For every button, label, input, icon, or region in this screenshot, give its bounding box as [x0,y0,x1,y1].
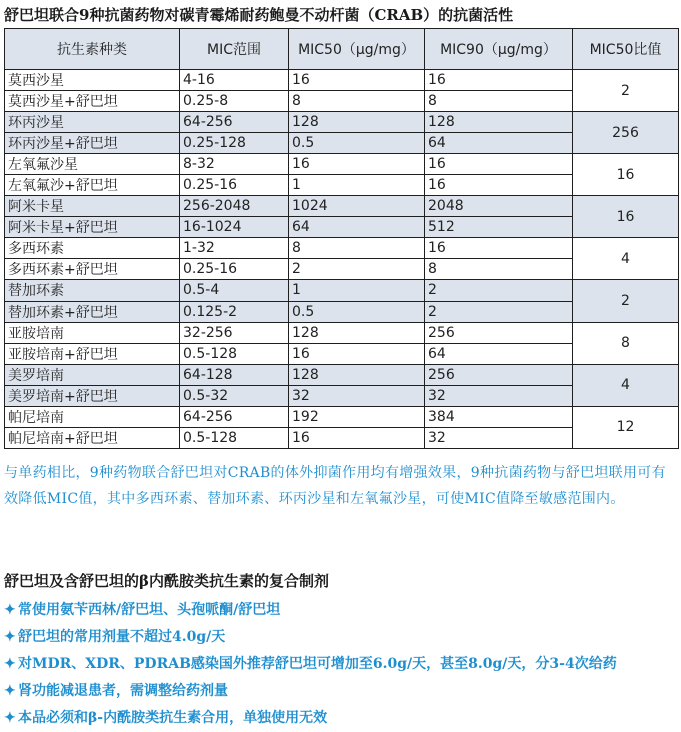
bullet-item [4,705,679,732]
mic90-cell: 8 [425,259,573,280]
bullet-item [4,624,679,651]
drug-cell: 亚胺培南+舒巴坦 [5,343,180,364]
mic50-ratio-cell: 12 [573,406,679,448]
mic50-cell: 1 [289,175,425,196]
drug-cell: 帕尼培南 [5,406,180,427]
summary-paragraph: 与单药相比，9种药物联合舒巴坦对CRAB的体外抑菌作用均有增强效果，9种抗菌药物与舒巴坦联用可有效降低MIC值，其中多西环素、替加环素、环丙沙星和左氧氟沙星，可使MIC值降至敏感范围内。 [4,465,666,507]
bullet-text: 对MDR、XDR、PDRAB感染国外推荐舒巴坦可增加至6.0g/天，甚至8.0g/天，分3-4次给药 [18,656,617,672]
header-mic50-ratio: MIC50比值 [573,29,679,70]
mic-range-cell: 64-128 [180,364,289,385]
mic50-cell: 2 [289,259,425,280]
section-title: 舒巴坦及含舒巴坦的β内酰胺类抗生素的复合制剂 [4,572,329,590]
bullet-item [4,678,679,705]
header-drug: 抗生素种类 [5,29,180,70]
star-bullet-icon: ✦ [4,710,16,726]
table-row [5,280,679,301]
mic50-ratio-cell: 16 [573,196,679,238]
drug-cell: 环丙沙星+舒巴坦 [5,133,180,154]
bullet-text: 常使用氨苄西林/舒巴坦、头孢哌酮/舒巴坦 [18,602,281,618]
table-title: 舒巴坦联合9种抗菌药物对碳青霉烯耐药鲍曼不动杆菌（CRAB）的抗菌活性 [4,6,514,24]
drug-cell: 左氧氟沙星 [5,154,180,175]
header-mic50: MIC50（μg/mg） [289,29,425,70]
star-bullet-icon: ✦ [4,656,16,672]
mic-range-cell: 0.5-32 [180,385,289,406]
mic90-cell: 16 [425,154,573,175]
mic50-cell: 32 [289,385,425,406]
mic50-cell: 16 [289,427,425,448]
mic50-cell: 192 [289,406,425,427]
drug-cell: 帕尼培南+舒巴坦 [5,427,180,448]
mic90-cell: 8 [425,91,573,112]
drug-cell: 替加环素 [5,280,180,301]
mic90-cell: 2048 [425,196,573,217]
mic90-cell: 64 [425,133,573,154]
mic-range-cell: 0.25-16 [180,175,289,196]
mic90-cell: 384 [425,406,573,427]
mic50-cell: 16 [289,343,425,364]
drug-cell: 亚胺培南 [5,322,180,343]
mic-table [4,28,679,449]
bullet-list [4,597,679,732]
mic50-cell: 128 [289,322,425,343]
mic-range-cell: 0.125-2 [180,301,289,322]
bullet-item [4,597,679,624]
mic-range-cell: 1-32 [180,238,289,259]
drug-cell: 环丙沙星 [5,112,180,133]
mic90-cell: 32 [425,385,573,406]
mic50-cell: 64 [289,217,425,238]
mic-range-cell: 4-16 [180,70,289,91]
bullet-text: 舒巴坦的常用剂量不超过4.0g/天 [18,629,226,645]
mic-range-cell: 64-256 [180,406,289,427]
mic50-cell: 8 [289,238,425,259]
mic50-cell: 128 [289,112,425,133]
mic-range-cell: 0.5-128 [180,427,289,448]
mic90-cell: 256 [425,322,573,343]
bullet-text: 肾功能减退患者，需调整给药剂量 [18,683,228,699]
drug-cell: 阿米卡星 [5,196,180,217]
mic90-cell: 256 [425,364,573,385]
drug-cell: 多西环素+舒巴坦 [5,259,180,280]
table-row [5,406,679,427]
table-row [5,70,679,91]
mic50-cell: 1024 [289,196,425,217]
mic50-cell: 0.5 [289,133,425,154]
mic50-ratio-cell: 256 [573,112,679,154]
mic90-cell: 16 [425,175,573,196]
table-row [5,196,679,217]
mic-range-cell: 256-2048 [180,196,289,217]
drug-cell: 美罗培南 [5,364,180,385]
mic50-cell: 1 [289,280,425,301]
bullet-item [4,651,679,678]
drug-cell: 莫西沙星+舒巴坦 [5,91,180,112]
mic90-cell: 128 [425,112,573,133]
table-body [5,70,679,449]
mic50-ratio-cell: 2 [573,280,679,322]
drug-cell: 美罗培南+舒巴坦 [5,385,180,406]
table-row [5,364,679,385]
table-row [5,154,679,175]
mic-range-cell: 16-1024 [180,217,289,238]
mic50-cell: 128 [289,364,425,385]
drug-cell: 多西环素 [5,238,180,259]
table-header-row [5,29,679,70]
table-row [5,112,679,133]
mic50-cell: 0.5 [289,301,425,322]
mic50-ratio-cell: 16 [573,154,679,196]
mic-range-cell: 32-256 [180,322,289,343]
star-bullet-icon: ✦ [4,683,16,699]
mic50-ratio-cell: 8 [573,322,679,364]
mic50-ratio-cell: 4 [573,238,679,280]
mic-range-cell: 8-32 [180,154,289,175]
mic90-cell: 512 [425,217,573,238]
mic90-cell: 32 [425,427,573,448]
drug-cell: 替加环素+舒巴坦 [5,301,180,322]
mic50-cell: 16 [289,70,425,91]
mic-range-cell: 0.5-4 [180,280,289,301]
mic50-ratio-cell: 4 [573,364,679,406]
header-mic-range: MIC范围 [180,29,289,70]
mic-range-cell: 64-256 [180,112,289,133]
mic50-cell: 16 [289,154,425,175]
star-bullet-icon: ✦ [4,602,16,618]
mic90-cell: 16 [425,70,573,91]
mic50-ratio-cell: 2 [573,70,679,112]
mic90-cell: 2 [425,301,573,322]
mic90-cell: 64 [425,343,573,364]
mic-range-cell: 0.5-128 [180,343,289,364]
table-row [5,322,679,343]
table-row [5,238,679,259]
mic-range-cell: 0.25-128 [180,133,289,154]
mic90-cell: 2 [425,280,573,301]
drug-cell: 阿米卡星+舒巴坦 [5,217,180,238]
mic90-cell: 16 [425,238,573,259]
header-mic90: MIC90（μg/mg） [425,29,573,70]
drug-cell: 莫西沙星 [5,70,180,91]
mic50-cell: 8 [289,91,425,112]
mic-range-cell: 0.25-8 [180,91,289,112]
star-bullet-icon: ✦ [4,629,16,645]
bullet-text: 本品必须和β-内酰胺类抗生素合用，单独使用无效 [18,710,328,726]
drug-cell: 左氧氟沙+舒巴坦 [5,175,180,196]
mic-range-cell: 0.25-16 [180,259,289,280]
